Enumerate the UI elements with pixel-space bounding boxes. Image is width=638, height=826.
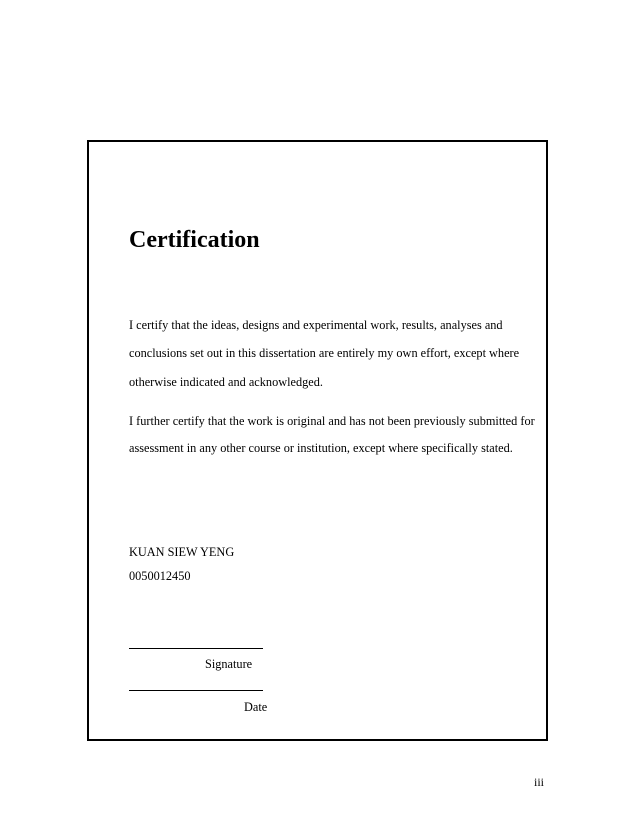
page-number: iii bbox=[534, 775, 545, 789]
paragraph-2-line-1: I further certify that the work is original and has not been previously submitted for bbox=[129, 414, 535, 428]
signature-line bbox=[129, 648, 263, 649]
date-line bbox=[129, 690, 263, 691]
certification-heading: Certification bbox=[129, 227, 260, 253]
student-name: KUAN SIEW YENG bbox=[129, 545, 235, 559]
paragraph-2-line-2: assessment in any other course or institution, except where specifically stated. bbox=[129, 441, 513, 455]
paragraph-1-line-3: otherwise indicated and acknowledged. bbox=[129, 375, 323, 389]
student-id: 0050012450 bbox=[129, 569, 191, 583]
paragraph-1-line-2: conclusions set out in this dissertation are entirely my own effort, except where bbox=[129, 346, 520, 360]
paragraph-1-line-1: I certify that the ideas, designs and experimental work, results, analyses and bbox=[129, 318, 503, 332]
date-label: Date bbox=[244, 700, 268, 714]
signature-label: Signature bbox=[205, 657, 253, 671]
